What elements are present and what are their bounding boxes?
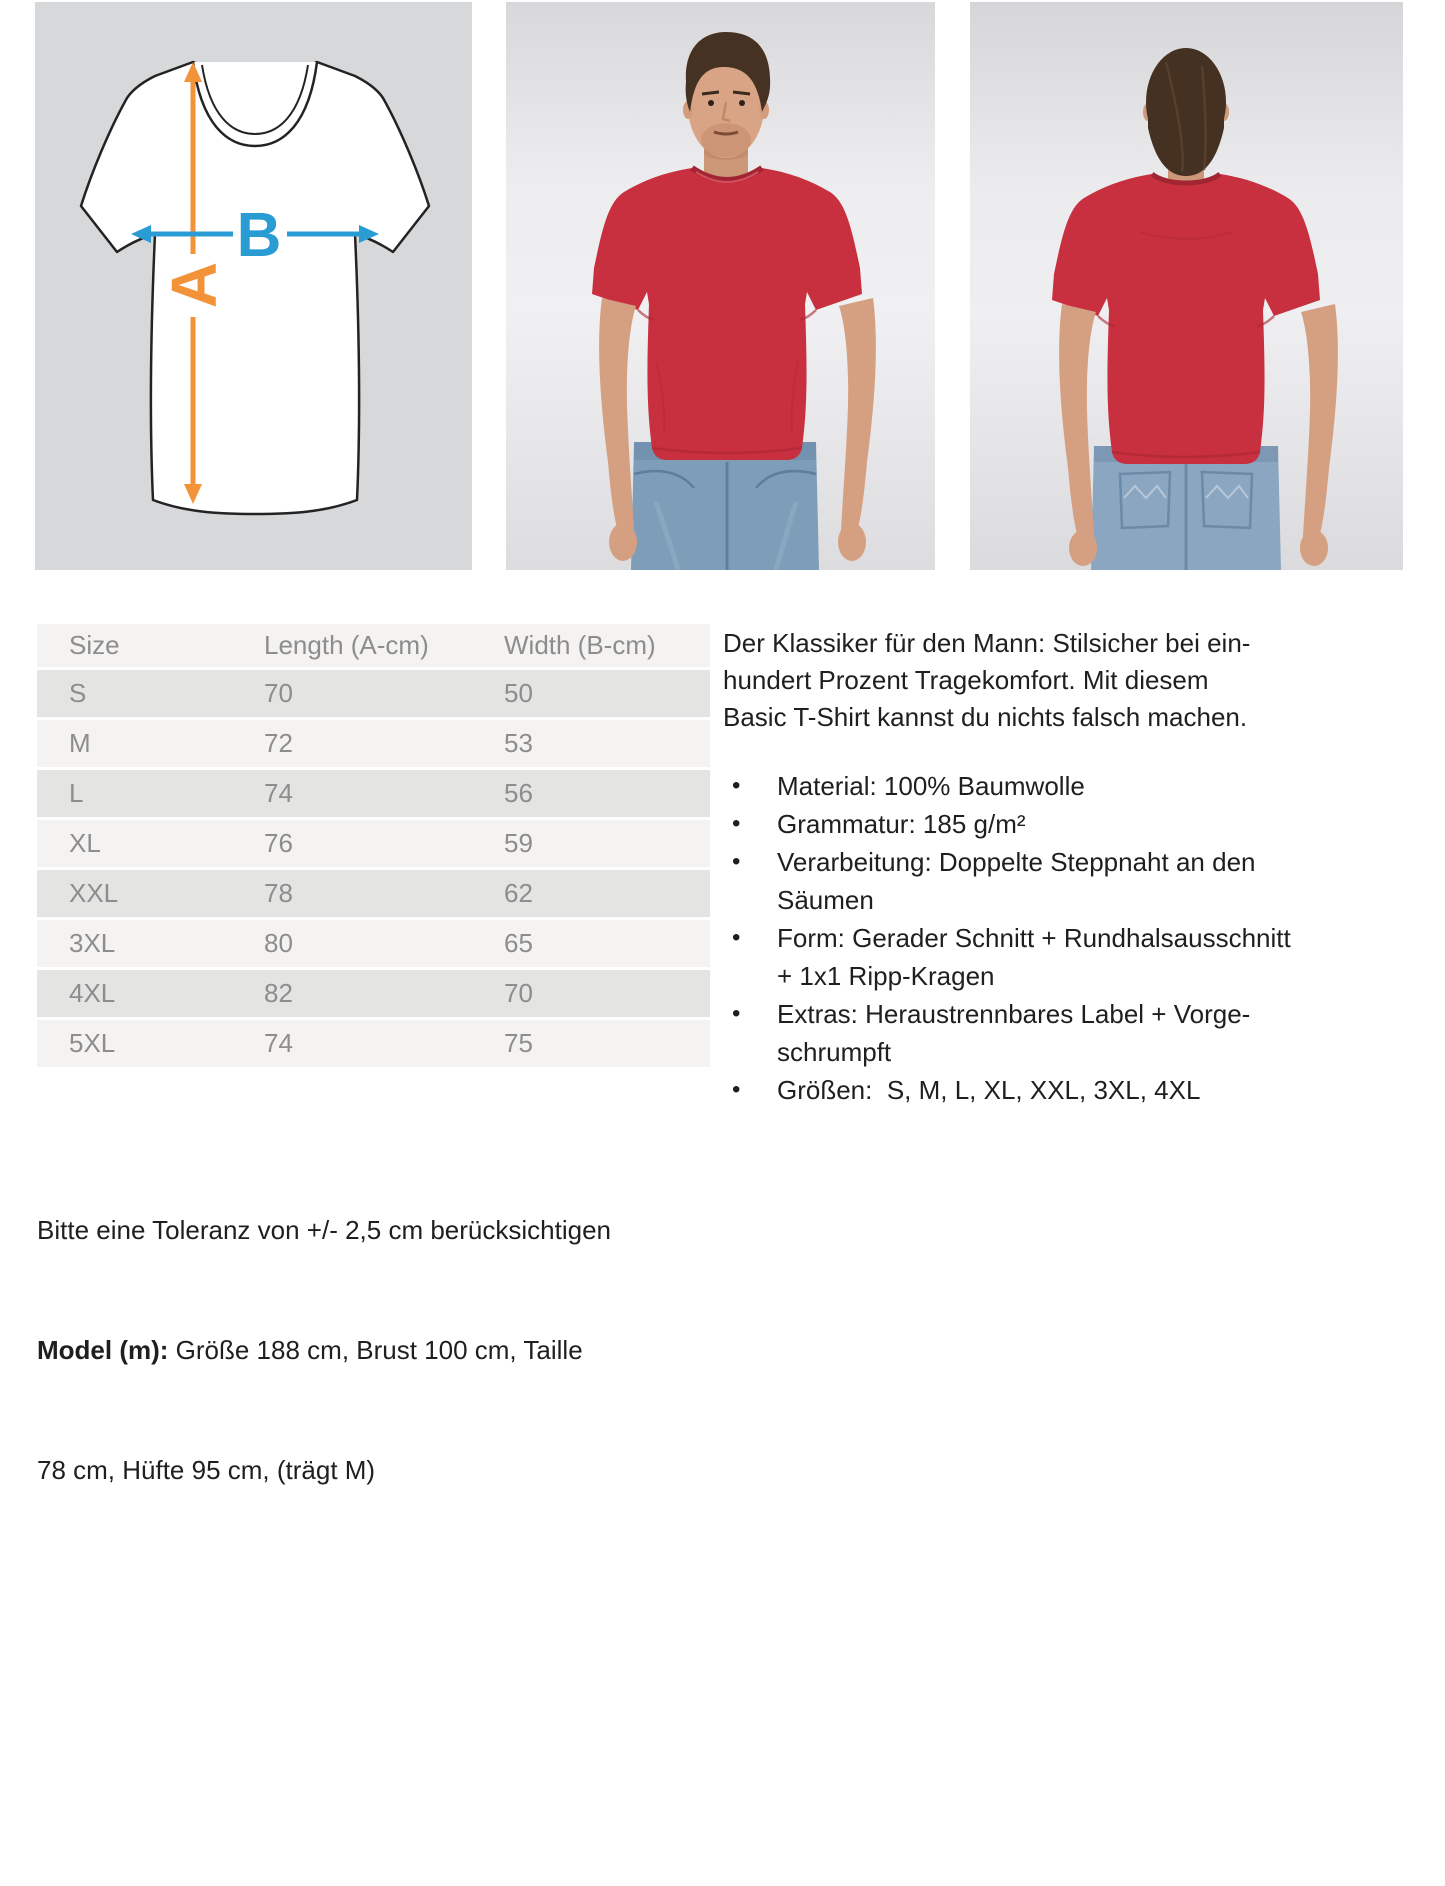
model-note-text: Größe 188 cm, Brust 100 cm, Taille [168,1335,583,1365]
bullet-icon: • [732,1000,741,1027]
size-cell: 5XL [37,1019,264,1069]
bullet-icon: • [732,848,741,875]
table-row-xl [37,819,710,869]
length-cell: 74 [264,769,504,819]
length-cell: 78 [264,869,504,919]
model-back-photo [970,2,1403,570]
table-row-s [37,669,710,719]
size-cell: S [37,669,264,719]
intro-line: Der Klassiker für den Mann: Stilsicher bei ein- [723,628,1251,658]
length-cell: 72 [264,719,504,769]
model-note-label: Model (m): [37,1335,169,1365]
model-note-line2: 78 cm, Hüfte 95 cm, (trägt M) [37,1455,376,1485]
width-cell: 59 [504,819,710,869]
size-cell: 3XL [37,919,264,969]
feature-bullet-list [723,767,1413,1109]
size-table-header-row [37,624,710,669]
list-item-verarbeitung: • Verarbeitung: Doppelte Steppnaht an den Säumen [723,843,1413,919]
bullet-icon: • [732,772,741,799]
description-intro [723,625,1413,736]
size-cell: M [37,719,264,769]
jeans-back [1091,446,1281,570]
col-header-width: Width (B-cm) [504,624,710,669]
tolerance-note: Bitte eine Toleranz von +/- 2,5 cm berücksichtigen [37,1215,611,1245]
list-item-material: • Material: 100% Baumwolle [723,767,1413,805]
product-description [723,625,1413,1109]
hair-back [1146,48,1226,176]
list-item-grammatur: • Grammatur: 185 g/m² [723,805,1413,843]
jeans-front [631,442,819,570]
stubble [701,123,751,157]
intro-line: hundert Prozent Tragekomfort. Mit diesem [723,665,1209,695]
length-label-a: A [158,261,230,309]
intro-line: Basic T-Shirt kannst du nichts falsch machen. [723,702,1248,732]
bullet-icon: • [732,1076,741,1103]
list-item-extras: • Extras: Heraustrennbares Label + Vorge- schrumpft [723,995,1413,1071]
model-back-illustration [970,2,1403,570]
length-cell: 74 [264,1019,504,1069]
width-cell: 70 [504,969,710,1019]
width-cell: 65 [504,919,710,969]
width-cell: 62 [504,869,710,919]
right-eye [739,100,745,106]
tshirt-measurement-diagram [35,2,472,570]
size-cell: 4XL [37,969,264,1019]
size-table [37,624,710,1070]
width-label-b: B [236,201,282,270]
list-item-groessen: • Größen: S, M, L, XL, XXL, 3XL, 4XL [723,1071,1413,1109]
width-cell: 75 [504,1019,710,1069]
table-row-m [37,719,710,769]
left-eye [708,100,714,106]
width-cell: 50 [504,669,710,719]
length-cell: 70 [264,669,504,719]
table-row-l [37,769,710,819]
bullet-icon: • [732,810,741,837]
col-header-size: Size [37,624,264,669]
model-front-illustration [506,2,935,570]
size-cell: XL [37,819,264,869]
table-row-4xl [37,969,710,1019]
length-cell: 80 [264,919,504,969]
table-row-3xl [37,919,710,969]
length-cell: 76 [264,819,504,869]
table-row-5xl [37,1019,710,1069]
size-cell: L [37,769,264,819]
width-cell: 56 [504,769,710,819]
list-item-form: • Form: Gerader Schnitt + Rundhalsausschnitt + 1x1 Ripp-Kragen [723,919,1413,995]
width-cell: 53 [504,719,710,769]
col-header-length: Length (A-cm) [264,624,504,669]
model-front-photo [506,2,935,570]
bullet-icon: • [732,924,741,951]
model-note-line1 [37,1330,611,1370]
length-cell: 82 [264,969,504,1019]
table-row-xxl [37,869,710,919]
size-diagram-image [35,2,472,570]
size-cell: XXL [37,869,264,919]
measurement-notes [37,1130,611,1570]
